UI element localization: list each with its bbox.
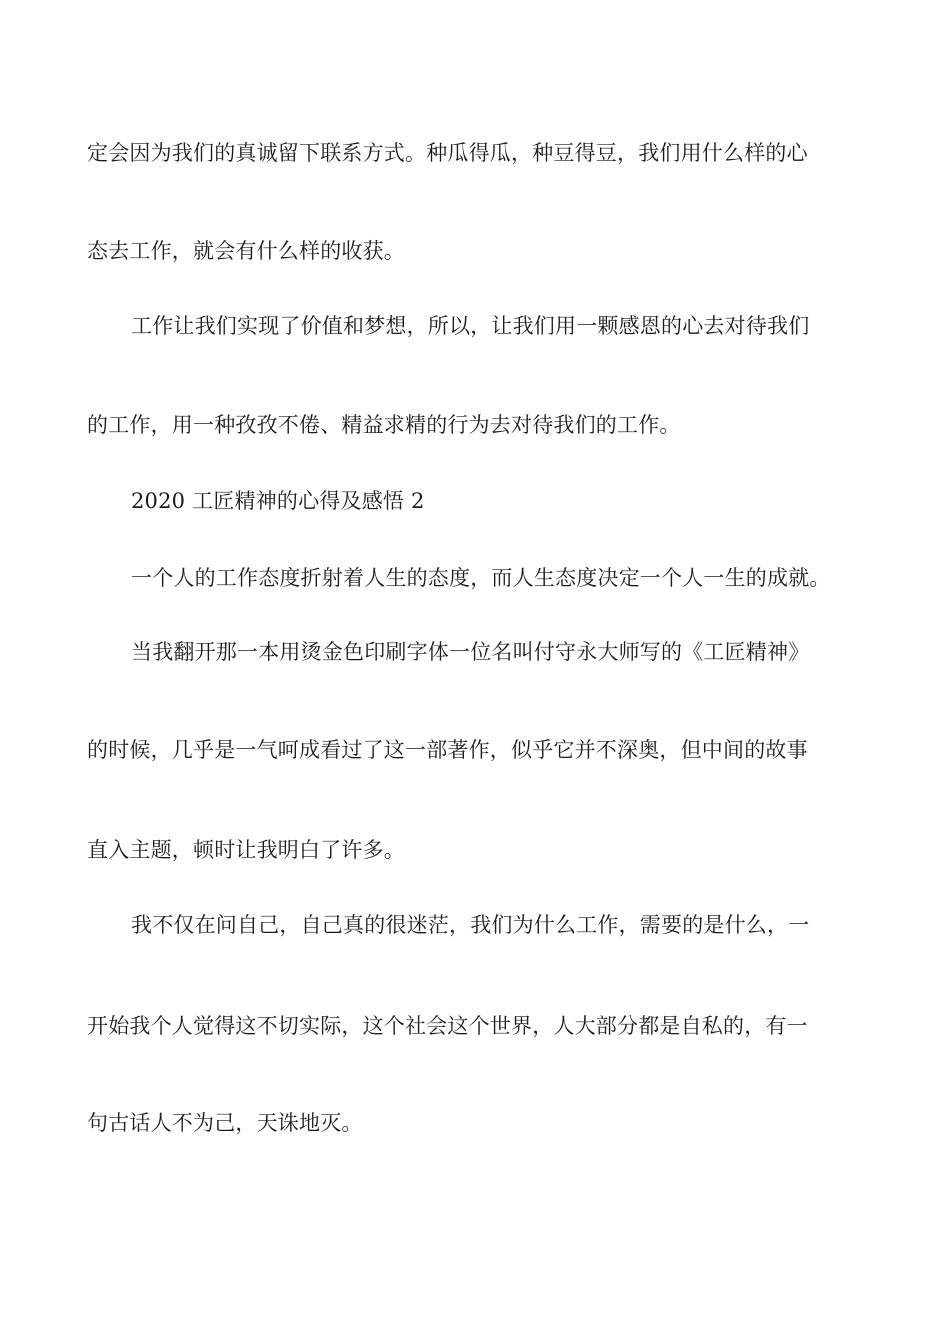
- paragraph-start-line: 当我翻开那一本用烫金色印刷字体一位名叫付守永大师写的《工匠精神》: [131, 640, 810, 664]
- text-line: 态去工作，就会有什么样的收获。: [87, 239, 405, 263]
- text-line: 开始我个人觉得这不切实际，这个社会这个世界，人大部分都是自私的，有一: [87, 1014, 808, 1038]
- paragraph-start-line: 一个人的工作态度折射着人生的态度，而人生态度决定一个人一生的成就。: [131, 566, 831, 590]
- text-line: 的时候，几乎是一气呵成看过了这一部著作，似乎它并不深奥，但中间的故事: [87, 738, 808, 762]
- paragraph-start-line: 我不仅在问自己，自己真的很迷茫，我们为什么工作，需要的是什么，一: [131, 913, 810, 937]
- text-line: 的工作，用一种孜孜不倦、精益求精的行为去对待我们的工作。: [87, 413, 681, 437]
- text-line: 定会因为我们的真诚留下联系方式。种瓜得瓜，种豆得豆，我们用什么样的心: [87, 141, 808, 165]
- paragraph-start-line: 工作让我们实现了价值和梦想，所以，让我们用一颗感恩的心去对待我们: [131, 314, 810, 338]
- text-line: 句古话人不为己，天诛地灭。: [87, 1111, 363, 1135]
- section-heading: 2020 工匠精神的心得及感悟 2: [131, 489, 425, 513]
- text-line: 直入主题，顿时让我明白了许多。: [87, 838, 405, 862]
